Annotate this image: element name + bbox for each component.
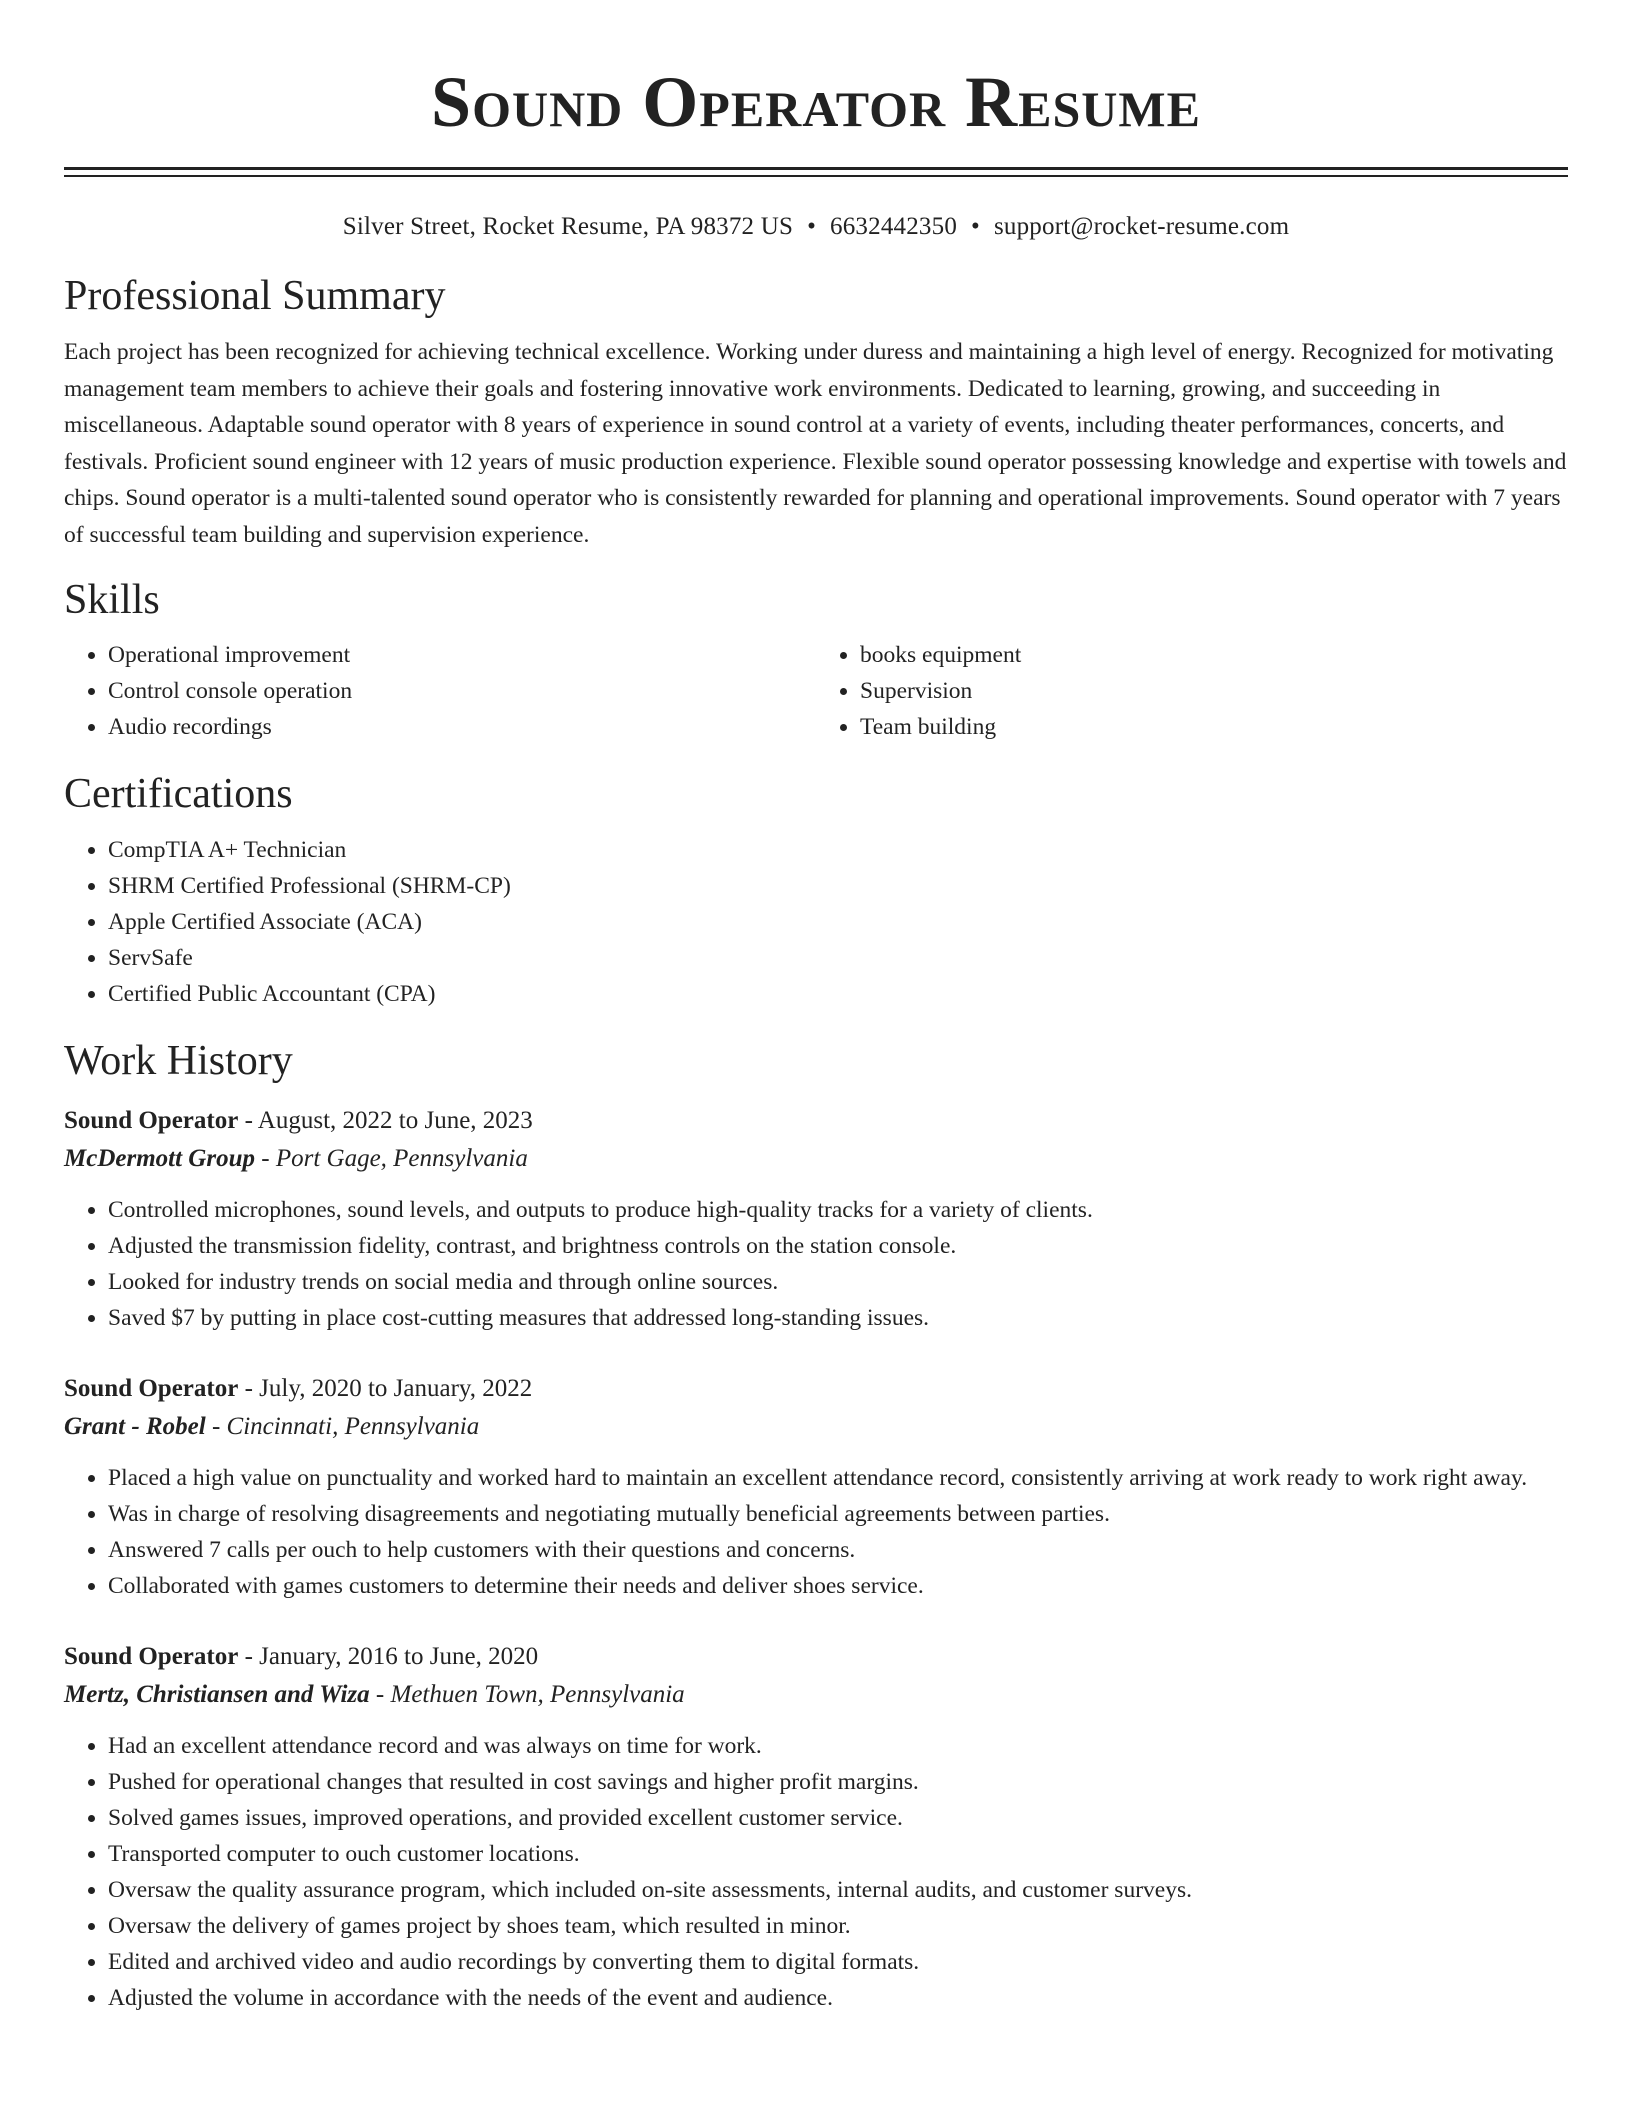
contact-separator: • (971, 213, 980, 240)
job-entry (64, 1370, 1568, 1604)
job-company-line (64, 1140, 1568, 1178)
job-bullets (64, 1728, 1568, 2016)
job-dates: January, 2016 to June, 2020 (259, 1642, 539, 1670)
job-company: Mertz, Christiansen and Wiza (64, 1680, 370, 1708)
certification-item: • ServSafe (108, 940, 1568, 976)
job-dates: August, 2022 to June, 2023 (257, 1106, 533, 1134)
job-dates: July, 2020 to January, 2022 (259, 1374, 533, 1402)
job-title: Sound Operator (64, 1374, 239, 1402)
job-bullet: • Was in charge of resolving disagreements and negotiating mutually beneficial agreements between parties. (108, 1496, 1568, 1532)
job-bullet: • Looked for industry trends on social media and through online sources. (108, 1264, 1568, 1300)
section-heading: Professional Summary (64, 273, 446, 319)
job-bullet: • Edited and archived video and audio recordings by converting them to digital formats. (108, 1944, 1568, 1980)
contact-separator: • (807, 213, 817, 240)
certification-item: • Apple Certified Associate (ACA) (108, 904, 1568, 940)
job-title-line (64, 1638, 1568, 1676)
job-bullet: • Answered 7 calls per ouch to help customers with their questions and concerns. (108, 1532, 1568, 1568)
job-dash: - (254, 1144, 276, 1172)
job-bullet: • Oversaw the delivery of games project by shoes team, which resulted in minor. (108, 1908, 1568, 1944)
job-location: Port Gage, Pennsylvania (275, 1144, 528, 1172)
job-title-line (64, 1102, 1568, 1140)
section-heading: Skills (64, 576, 160, 623)
job-bullet: • Controlled microphones, sound levels, and outputs to produce high-quality tracks for a variety of clients. (108, 1192, 1568, 1228)
job-bullet: • Placed a high value on punctuality and worked hard to maintain an excellent attendance record, consistently arriving at work ready to work right away. (108, 1460, 1568, 1496)
skill-item: • Audio recordings (108, 709, 816, 745)
job-bullet: • Oversaw the quality assurance program, which included on-site assessments, internal audits, and customer surveys. (108, 1872, 1568, 1908)
job-bullets (64, 1192, 1568, 1336)
job-dash: - (238, 1642, 260, 1670)
certification-item: • CompTIA A+ Technician (108, 832, 1568, 868)
job-dash: - (238, 1374, 260, 1402)
job-bullet: • Collaborated with games customers to determine their needs and deliver shoes service. (108, 1568, 1568, 1604)
job-entry (64, 1638, 1568, 2016)
job-title-line (64, 1370, 1568, 1408)
skills-list-right (816, 637, 1568, 745)
job-location: Methuen Town, Pennsylvania (390, 1680, 685, 1708)
job-bullets (64, 1460, 1568, 1604)
job-bullet: • Adjusted the volume in accordance with the needs of the event and audience. (108, 1980, 1568, 2016)
job-company: Grant - Robel (64, 1412, 206, 1440)
page-title: Sound Operator Resume (431, 62, 1201, 142)
skill-item: • Control console operation (108, 673, 816, 709)
job-bullet: • Saved $7 by putting in place cost-cutting measures that addressed long-standing issues. (108, 1300, 1568, 1336)
skill-item: • books equipment (860, 637, 1568, 673)
job-dash: - (238, 1106, 258, 1134)
certifications-list (64, 832, 1568, 1012)
summary-text: Each project has been recognized for achieving technical excellence. Working under duress and maintaining a high level of energy. Recognized for motivating management team members to achieve their goals and fostering innovative work environments. Dedicated to learning, growing, and succeeding in miscellaneous. Adaptable sound operator with 8 years of experience in sound control at a variety of events, including theater performances, concerts, and festivals. Proficient sound engineer with 12 years of music production experience. Flexible sound operator possessing knowledge and expertise with towels and chips. Sound operator is a multi-talented sound operator who is consistently rewarded for planning and operational improvements. Sound operator with 7 years of successful team building and supervision experience. (64, 339, 1567, 548)
certification-item: • SHRM Certified Professional (SHRM-CP) (108, 868, 1568, 904)
contact-phone: 6632442350 (830, 213, 958, 240)
section-heading: Work History (64, 1037, 293, 1084)
job-entry (64, 1102, 1568, 1336)
skill-item: • Supervision (860, 673, 1568, 709)
title-divider-thick (64, 167, 1568, 170)
job-title: Sound Operator (64, 1642, 239, 1670)
job-title: Sound Operator (64, 1106, 239, 1134)
job-dash: - (369, 1680, 391, 1708)
contact-line (64, 211, 1568, 243)
work-history-section (64, 1036, 1568, 2016)
job-company-line (64, 1408, 1568, 1446)
skills-list-left (64, 637, 816, 745)
section-heading: Certifications (64, 770, 293, 817)
job-bullet: • Solved games issues, improved operations, and provided excellent customer service. (108, 1800, 1568, 1836)
job-bullet: • Pushed for operational changes that resulted in cost savings and higher profit margins. (108, 1764, 1568, 1800)
certification-item: • Certified Public Accountant (CPA) (108, 976, 1568, 1012)
contact-address: Silver Street, Rocket Resume, PA 98372 US (342, 213, 794, 240)
skills-section (64, 575, 1568, 745)
professional-summary-section (64, 271, 1568, 554)
title-divider-thin (64, 175, 1568, 177)
job-company: McDermott Group (64, 1144, 255, 1172)
contact-email: support@rocket-resume.com (993, 213, 1290, 240)
skill-item: • Operational improvement (108, 637, 816, 673)
certifications-section (64, 769, 1568, 1012)
job-dash: - (205, 1412, 227, 1440)
job-bullet: • Adjusted the transmission fidelity, contrast, and brightness controls on the station console. (108, 1228, 1568, 1264)
job-bullet: • Had an excellent attendance record and was always on time for work. (108, 1728, 1568, 1764)
skill-item: • Team building (860, 709, 1568, 745)
job-company-line (64, 1676, 1568, 1714)
job-location: Cincinnati, Pennsylvania (226, 1412, 480, 1440)
job-bullet: • Transported computer to ouch customer locations. (108, 1836, 1568, 1872)
skills-columns (64, 637, 1568, 745)
